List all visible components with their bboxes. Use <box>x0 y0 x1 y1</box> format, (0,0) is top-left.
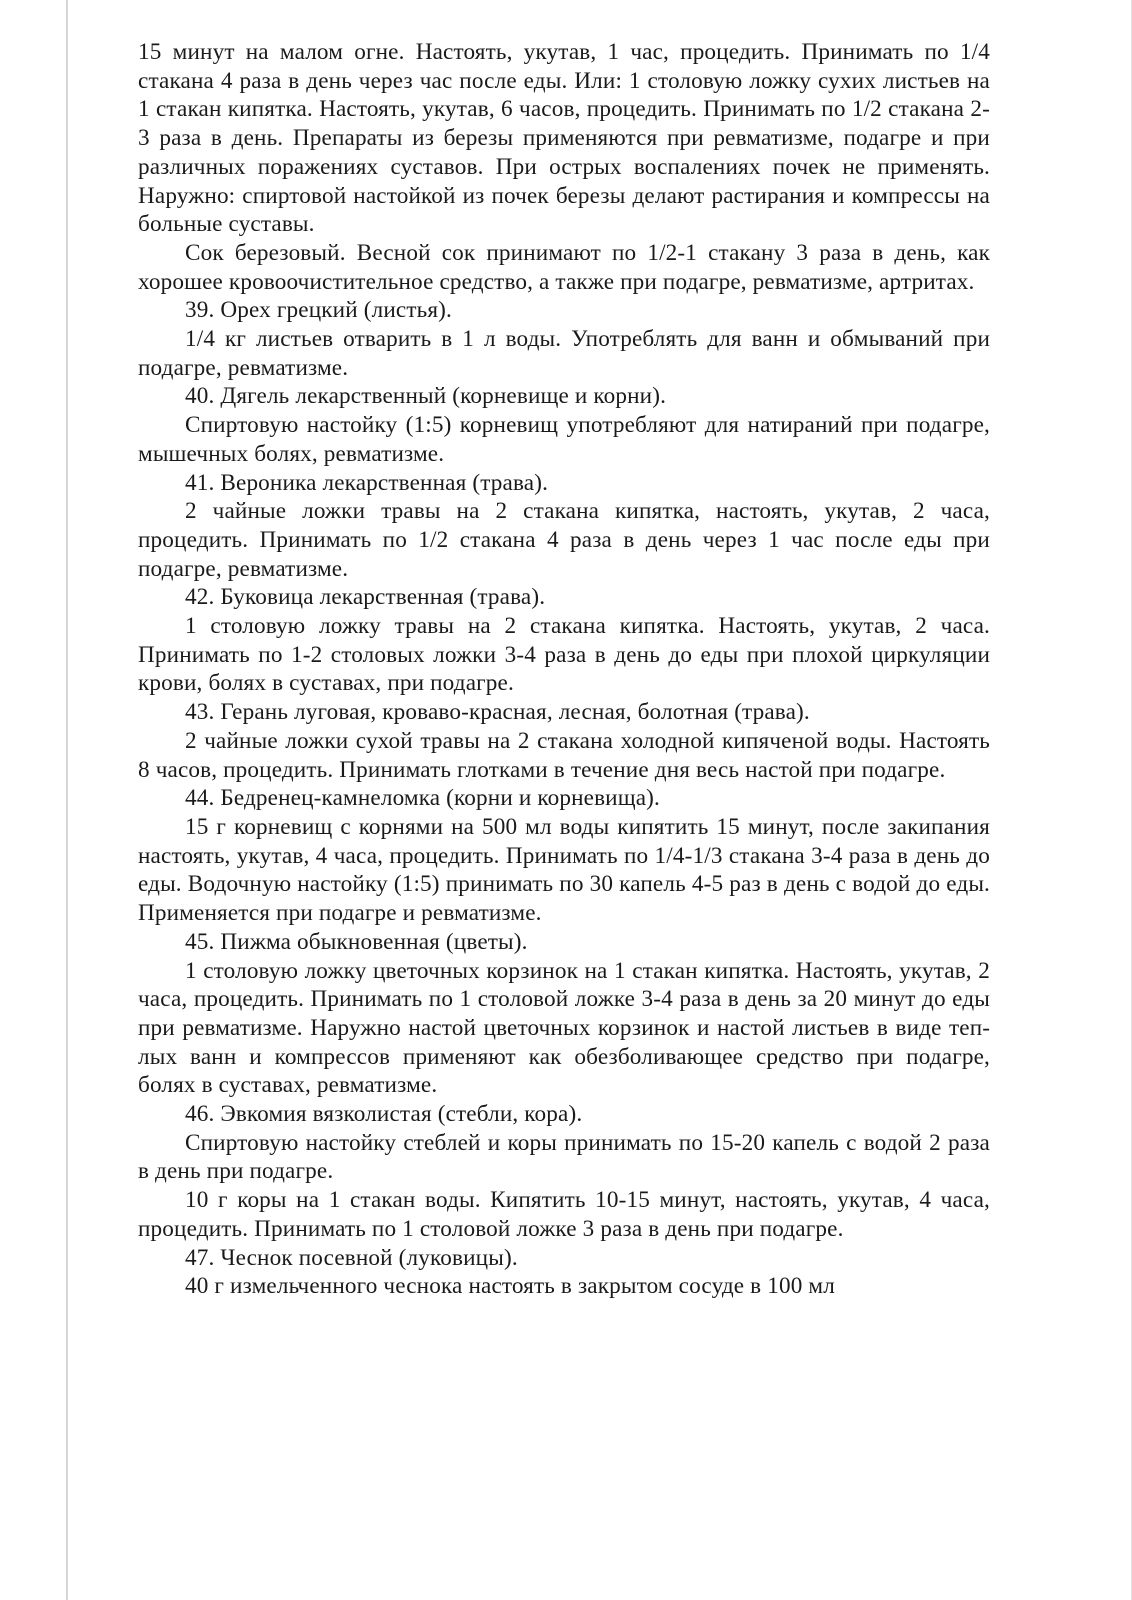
paragraph: 10 г коры на 1 стакан воды. Кипятить 10-15 минут, настоять, укутав, 4 часа, процедить. Принимать по 1 столовой ложке 3 раза в день при подагре. <box>138 1187 990 1242</box>
page-left-edge <box>66 0 68 1600</box>
paragraph: Сок березовый. Весной сок принимают по 1/2-1 стакану 3 раза в день, как хорошее кровоочистительное средство, а также при подагре, ревматизме, артритах. <box>138 239 990 295</box>
section-heading: 43. Герань луговая, кроваво-красная, лесная, болотная (трава). <box>185 699 810 726</box>
paragraph: 2 чайные ложки травы на 2 стакана кипятка, настоять, укутав, 2 часа, процедить. Принимать по 1/2 стакана 4 раза в день через 1 час после еды при подагре, ревматизме. <box>138 498 990 582</box>
section-heading: 40. Дягель лекарственный (корневище и корни). <box>185 383 667 410</box>
section-heading: 44. Бедренец-камнеломка (корни и корневища). <box>185 785 660 812</box>
paragraph: 1 столовую ложку травы на 2 стакана кипятка. Настоять, укутав, 2 часа. Принимать по 1-2 столовых ложки 3-4 раза в день до еды при плохой циркуляции крови, болях в суставах, при подагре. <box>138 613 990 697</box>
section-heading: 46. Эвкомия вязколистая (стебли, кора). <box>185 1101 583 1128</box>
paragraph: 1 столовую ложку цветочных корзинок на 1 стакан кипятка. Настоять, укутав, 2 часа, процедить. Принимать по 1 столовой ложке 3-4 раза в день за 20 минут до еды при ревматизме. Наружно настой цветочных корзинок и настой листьев в виде теплых ванн и компрессов применяют как обезболивающее средство при подагре, болях в суставах, ревматизме. <box>138 957 990 1099</box>
paragraph: Спиртовую настойку (1:5) корневищ употребляют для натираний при подагре, мышечных болях, ревматизме. <box>138 412 990 467</box>
body-text <box>138 38 990 1301</box>
paragraph: 40 г измельченного чеснока настоять в закрытом сосуде в 100 мл <box>185 1273 835 1300</box>
section-heading: 39. Орех грецкий (листья). <box>185 297 452 324</box>
section-heading: 41. Вероника лекарственная (трава). <box>185 469 549 496</box>
paragraph: 2 чайные ложки сухой травы на 2 стакана холодной кипяченой воды. Настоять 8 часов, процедить. Принимать глотками в течение дня весь настой при подагре. <box>138 727 990 783</box>
paragraph: Спиртовую настойку стеблей и коры принимать по 15-20 капель с водой 2 раза в день при подагре. <box>138 1129 990 1185</box>
section-heading: 47. Чеснок посевной (луковицы). <box>185 1244 518 1271</box>
paragraph: 1/4 кг листьев отварить в 1 л воды. Употреблять для ванн и обмываний при подагре, ревматизме. <box>138 326 990 381</box>
paragraph: 15 минут на малом огне. Настоять, укутав, 1 час, процедить. Принимать по 1/4 стакана 4 раза в день через час после еды. Или: 1 столовую ложку сухих листьев на 1 стакан кипятка. Настоять, укутав, 6 часов, процедить. Принимать по 1/2 стакана 2-3 раза в день. Препараты из березы применяются при ревматизме, подагре и при различных поражениях суставов. При острых воспалениях почек не применять. Наружно: спиртовой настойкой из почек березы делают растирания и компрессы на больные суставы. <box>138 39 990 238</box>
paragraph: 15 г корневищ с корнями на 500 мл воды кипятить 15 минут, после закипания настоять, укутав, 4 часа, процедить. Принимать по 1/4-1/3 стакана 3-4 раза в день до еды. Водочную настойку (1:5) принимать по 30 капель 4-5 раз в день с водой до еды. Применяется при подагре и ревматизме. <box>138 813 990 927</box>
section-heading: 42. Буковица лекарственная (трава). <box>185 584 546 611</box>
section-heading: 45. Пижма обыкновенная (цветы). <box>185 928 528 955</box>
